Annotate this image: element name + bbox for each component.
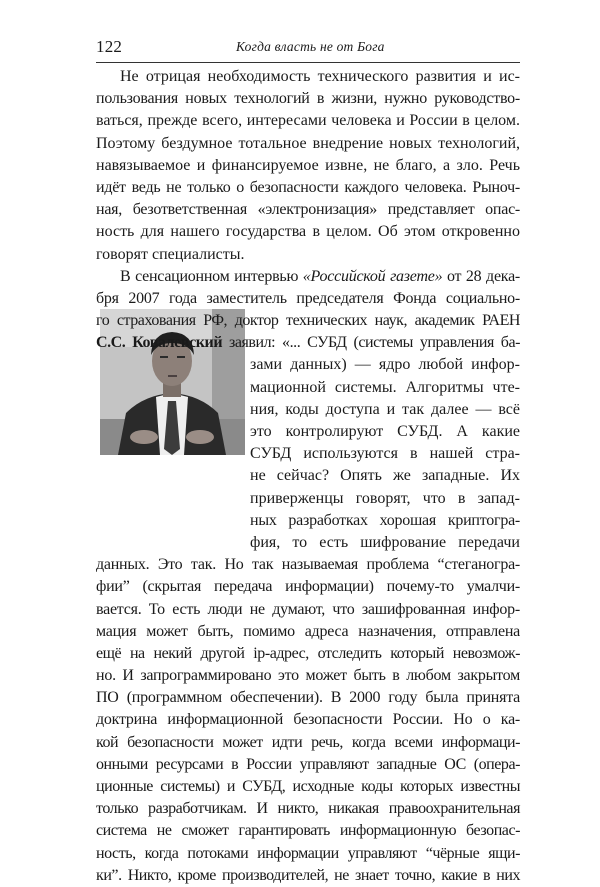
page-number: 122 <box>96 37 123 56</box>
text-line: не сейчас? Опять же западные. Их <box>250 467 520 485</box>
text-line: только разработчикам. И никто, никакая правоохранительная <box>96 800 520 818</box>
text-line: ПО (программном обеспечении). В 2000 году была принята <box>96 689 520 707</box>
person-name: С.С. Ковалевский <box>96 334 223 352</box>
text-line: кой безопасности может идти речь, когда всеми информаци- <box>96 733 520 751</box>
text-line: ния, коды доступа и так далее — всё <box>250 400 520 418</box>
text-line: СУБД используются в нашей стра- <box>250 445 520 463</box>
text-line: вается. То есть люди не думают, что зашифрованная инфор- <box>96 600 520 618</box>
text-line: зами данных) — ядро любой инфор- <box>250 356 520 374</box>
text-line: ных разработках хорошая криптогра- <box>250 511 520 529</box>
text-line: ность для нашего государства в целом. Об этом откровенно <box>96 223 520 241</box>
paragraph-2 <box>96 266 520 887</box>
text-line: фии” (скрытая передача информации) почему-то умалчи- <box>96 578 520 596</box>
text-line: ность, когда потоками информации управляют “чёрные ящи- <box>96 844 520 862</box>
text-line: бря 2007 года заместитель председателя Фонда социально- <box>96 289 520 307</box>
text-line: но. И запрограммировано это может быть в любом закрытом <box>96 667 520 685</box>
text-line: мационной системы. Алгоритмы чте- <box>250 378 520 396</box>
text-line: говорят специалисты. <box>96 245 245 263</box>
text-line: ки”. Никто, кроме производителей, не знает точно, какие в них <box>96 866 520 884</box>
text-line: ваться, прежде всего, интересами человека и России в целом. <box>96 112 520 130</box>
text-line: В сенсационном интервью «Российской газете» от 28 дека- <box>120 267 520 285</box>
text-line: онными ресурсами в России управляют западные ОС (опера- <box>96 755 520 773</box>
text-line: это контролируют СУБД. А какие <box>250 423 520 440</box>
newspaper-title: «Российской газете» <box>302 267 443 285</box>
text-line: фия, то есть шифрование передачи <box>250 533 520 551</box>
text-line: мация может быть, помимо адреса назначения, отправлена <box>96 622 520 640</box>
running-title: Когда власть не от Бога <box>236 39 385 54</box>
text-line: го страхования РФ, доктор технических наук, академик РАЕН <box>96 312 520 330</box>
text-line: система не сможет гарантировать информационную безопас- <box>96 822 520 840</box>
text-line: доктрина информационной безопасности России. Но о ка- <box>96 711 520 729</box>
text-line: приверженцы говорят, что в запад- <box>250 489 520 507</box>
text-line: навязываемое и финансируемое извне, не благо, а зло. Речь <box>96 156 520 174</box>
running-header <box>96 36 520 63</box>
paragraph-1 <box>96 66 520 266</box>
text-line: пользования новых технологий в жизни, нужно руководство- <box>96 90 520 108</box>
text-line: С.С. Ковалевский заявил: «... СУБД (системы управления ба- <box>96 334 520 352</box>
body-text <box>96 66 520 887</box>
text-line: идёт ведь не только о безопасности каждого человека. Рыноч- <box>96 178 520 196</box>
text-line: ная, безответственная «электронизация» представляет опас- <box>96 201 520 219</box>
text-line: Поэтому бездумное тотальное внедрение новых технологий, <box>96 134 520 152</box>
text-line: ещё на некий другой ip-адрес, отследить который невозмож- <box>96 644 520 662</box>
text-line: данных. Это так. Но так называемая проблема “стеганогра- <box>96 556 520 574</box>
text-line: Не отрицая необходимость технического развития и ис- <box>120 68 520 85</box>
text-line: ционные системы) и СУБД, исходные коды которых известны <box>96 778 520 795</box>
